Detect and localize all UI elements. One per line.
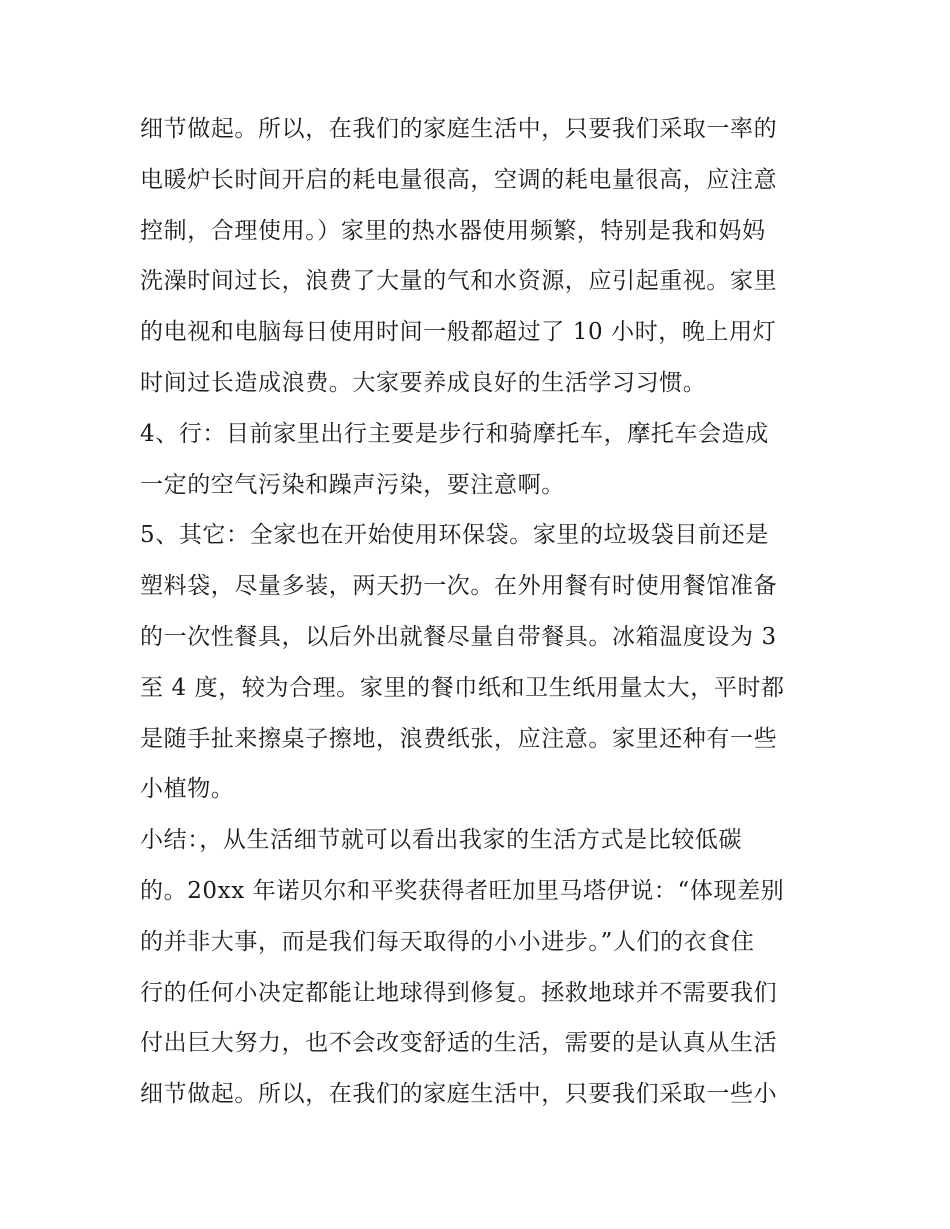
text-line-19: 付出巨大努力，也不会改变舒适的生活，需要的是认真从生活 — [140, 1030, 778, 1057]
text-line-18: 行的任何小决定都能让地球得到修复。拯救地球并不需要我们 — [140, 979, 778, 1006]
text-line-9: 5、其它：全家也在开始使用环保袋。家里的垃圾袋目前还是 — [140, 522, 769, 549]
text-line-4: 洗澡时间过长，浪费了大量的气和水资源，应引起重视。家里 — [140, 268, 778, 295]
text-line-10: 塑料袋，尽量多装，两天扔一次。在外用餐有时使用餐馆准备 — [140, 573, 778, 600]
text-line-16: 的。20xx 年诺贝尔和平奖获得者旺加里马塔伊说：“体现差别 — [140, 877, 785, 904]
text-line-7: 4、行：目前家里出行主要是步行和骑摩托车，摩托车会造成 — [140, 420, 769, 447]
text-line-15: 小结：，从生活细节就可以看出我家的生活方式是比较低碳 — [140, 827, 743, 854]
text-line-6: 时间过长造成浪费。大家要养成良好的生活学习习惯。 — [140, 369, 707, 396]
text-line-14: 小植物。 — [140, 776, 235, 803]
text-line-12: 至 4 度，较为合理。家里的餐巾纸和卫生纸用量太大，平时都 — [140, 674, 785, 701]
text-line-13: 是随手扯来擦桌子擦地，浪费纸张，应注意。家里还种有一些 — [140, 725, 778, 752]
text-line-20: 细节做起。所以，在我们的家庭生活中，只要我们采取一些小 — [140, 1081, 778, 1108]
text-line-17: 的并非大事，而是我们每天取得的小小进步。”人们的衣食住 — [140, 928, 755, 955]
text-line-2: 电暖炉长时间开启的耗电量很高，空调的耗电量很高，应注意 — [140, 166, 778, 193]
text-line-11: 的一次性餐具，以后外出就餐尽量自带餐具。冰箱温度设为 3 — [140, 623, 777, 650]
text-line-3: 控制，合理使用。）家里的热水器使用频繁，特别是我和妈妈 — [140, 217, 766, 244]
text-line-1: 细节做起。所以，在我们的家庭生活中，只要我们采取一率的 — [140, 116, 778, 142]
text-line-8: 一定的空气污染和躁声污染，要注意啊。 — [140, 471, 565, 498]
text-line-5: 的电视和电脑每日使用时间一般都超过了 10 小时，晚上用灯 — [140, 319, 777, 346]
body-text — [140, 104, 820, 1120]
